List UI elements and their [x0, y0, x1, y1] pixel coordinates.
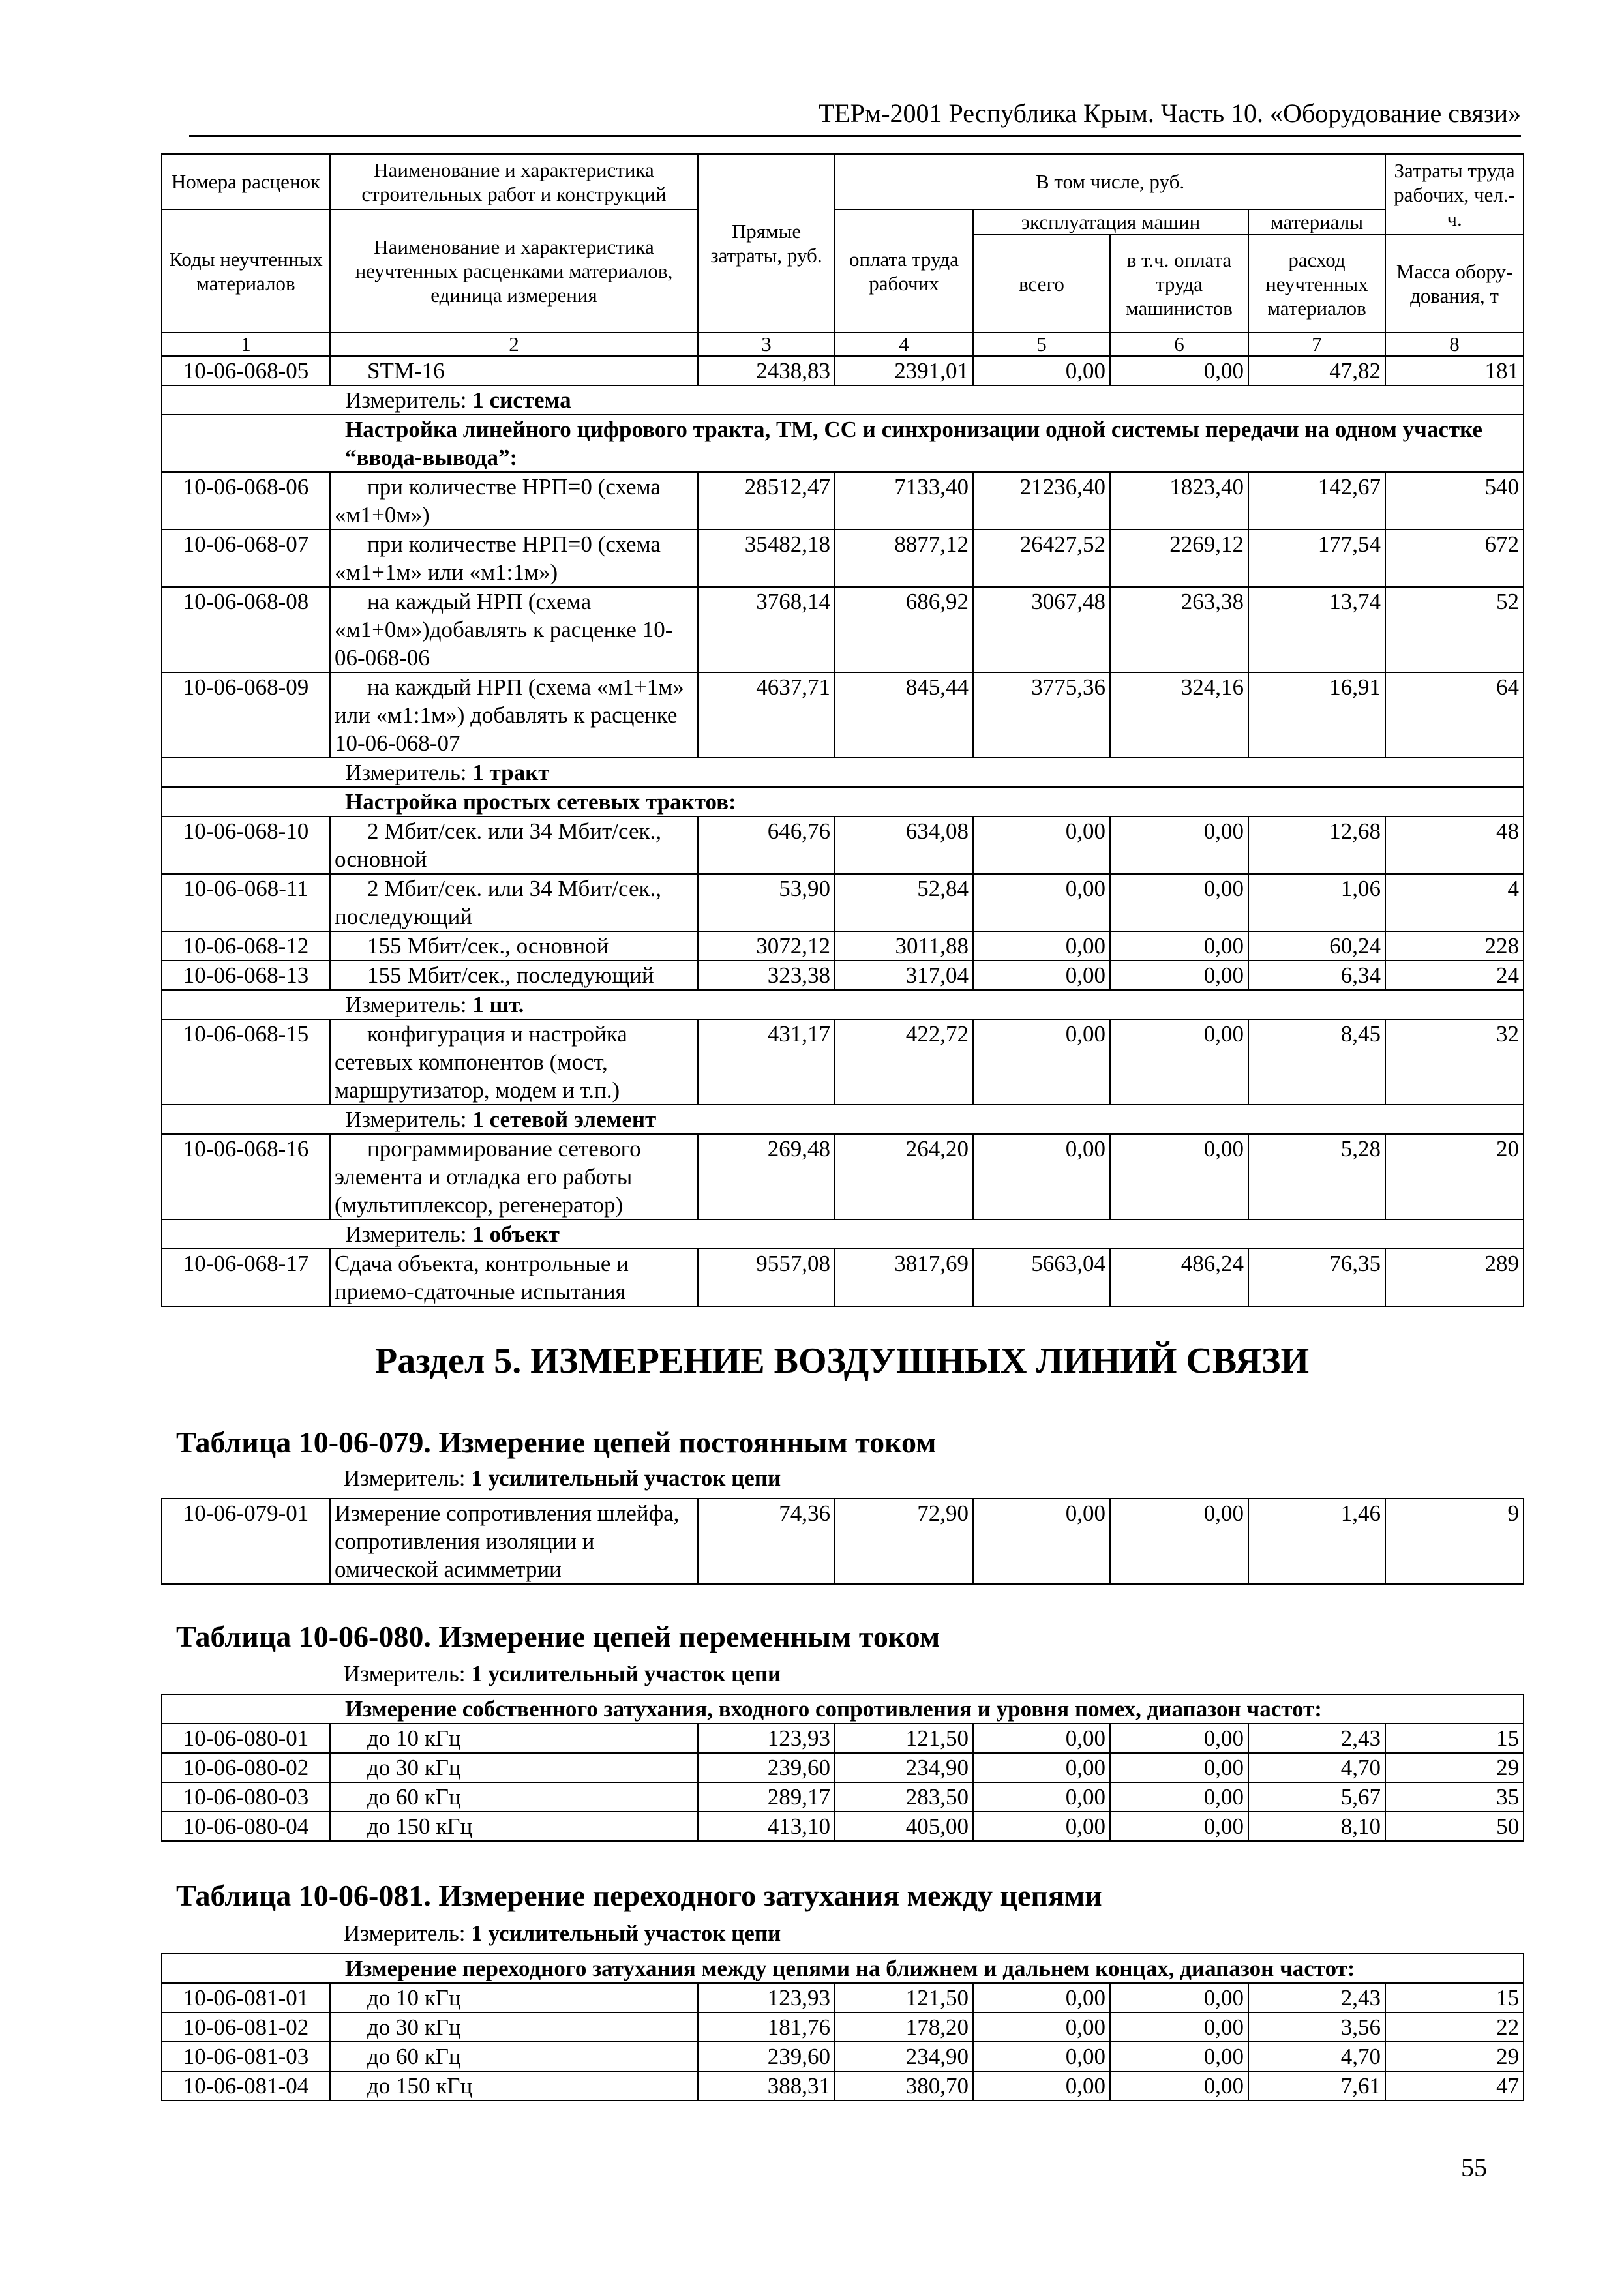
machines-total: 0,00 [973, 1983, 1110, 2012]
table-row [162, 2071, 1524, 2101]
direct-costs: 123,93 [698, 1724, 835, 1753]
wages: 422,72 [835, 1019, 973, 1105]
labor-costs: 52 [1385, 587, 1524, 672]
table-row [162, 816, 1524, 874]
meter-value: 1 сетевой элемент [472, 1107, 657, 1132]
labor-costs: 20 [1385, 1134, 1524, 1219]
materials-consumption: 47,82 [1248, 356, 1385, 385]
table-row [162, 672, 1524, 758]
meter-label: Измеритель: [345, 992, 473, 1017]
direct-costs: 4637,71 [698, 672, 835, 758]
wages: 845,44 [835, 672, 973, 758]
table-row [162, 1983, 1524, 2012]
machines-total: 0,00 [973, 1753, 1110, 1782]
rate-code: 10-06-068-13 [162, 961, 330, 990]
col-index: 2 [330, 333, 698, 356]
meter-label: Измеритель: [345, 1221, 473, 1247]
meter-label: Измеритель: [345, 760, 473, 785]
wages: 234,90 [835, 1753, 973, 1782]
rate-code: 10-06-068-09 [162, 672, 330, 758]
machinist-wages: 0,00 [1110, 1753, 1248, 1782]
materials-consumption: 5,28 [1248, 1134, 1385, 1219]
table-079-block [161, 1498, 1523, 1585]
rate-name: до 10 кГц [330, 1724, 698, 1753]
col-header-wages: оплата труда рабочих [835, 209, 973, 333]
col-index: 1 [162, 333, 330, 356]
table-row [162, 1019, 1524, 1105]
rate-name: 155 Мбит/сек., последующий [330, 961, 698, 990]
rate-code: 10-06-068-05 [162, 356, 330, 385]
meter-label: Измеритель: [345, 387, 473, 413]
rate-code: 10-06-080-03 [162, 1782, 330, 1812]
table-row [162, 587, 1524, 672]
meter-value: 1 тракт [472, 760, 550, 785]
machines-total: 0,00 [973, 1812, 1110, 1841]
rate-name: программирование сетевого элемента и отладка его работы (мультиплексор, регенератор) [330, 1134, 698, 1219]
table-row [162, 1499, 1524, 1584]
machinist-wages: 0,00 [1110, 931, 1248, 961]
machines-total: 0,00 [973, 1782, 1110, 1812]
group-heading: Настройка линейного цифрового тракта, ТМ, СС и синхронизации одной системы передачи на одном участке “ввода-вывода”: [162, 415, 1524, 472]
materials-consumption: 142,67 [1248, 472, 1385, 530]
col-header-rate-numbers: Номера расценок [162, 154, 330, 209]
col-index: 3 [698, 333, 835, 356]
rate-code: 10-06-081-02 [162, 2012, 330, 2042]
table-row [162, 1812, 1524, 1841]
table-row [162, 2042, 1524, 2071]
rate-code: 10-06-068-17 [162, 1249, 330, 1306]
machinist-wages: 0,00 [1110, 816, 1248, 874]
table-079-title: Таблица 10-06-079. Измерение цепей постоянным током [176, 1426, 937, 1459]
table-row [162, 874, 1524, 931]
table-079-body [162, 1499, 1524, 1584]
materials-consumption: 4,70 [1248, 1753, 1385, 1782]
labor-costs: 50 [1385, 1812, 1524, 1841]
table-081 [161, 1953, 1524, 2101]
rate-code: 10-06-081-03 [162, 2042, 330, 2071]
col-index: 6 [1110, 333, 1248, 356]
machines-total: 0,00 [973, 874, 1110, 931]
materials-consumption: 1,06 [1248, 874, 1385, 931]
machinist-wages: 1823,40 [1110, 472, 1248, 530]
rate-name: до 60 кГц [330, 2042, 698, 2071]
machines-total: 3775,36 [973, 672, 1110, 758]
machinist-wages: 324,16 [1110, 672, 1248, 758]
labor-costs: 22 [1385, 2012, 1524, 2042]
direct-costs: 239,60 [698, 2042, 835, 2071]
col-header-material-codes: Коды неучтенных материалов [162, 209, 330, 333]
table-row [162, 1782, 1524, 1812]
col-header-labor: Затраты труда рабочих, чел.-ч. [1385, 154, 1524, 235]
table-080 [161, 1694, 1524, 1842]
rate-code: 10-06-068-08 [162, 587, 330, 672]
meter-value: 1 шт. [472, 992, 524, 1017]
rate-name: до 10 кГц [330, 1983, 698, 2012]
wages: 3011,88 [835, 931, 973, 961]
rate-name: Сдача объекта, контрольные и приемо-сдаточные испытания [330, 1249, 698, 1306]
main-table-block [161, 153, 1523, 1307]
rate-code: 10-06-080-02 [162, 1753, 330, 1782]
labor-costs: 47 [1385, 2071, 1524, 2101]
group-heading: Настройка простых сетевых трактов: [162, 787, 1524, 816]
group-heading-row [162, 787, 1524, 816]
machines-total: 26427,52 [973, 530, 1110, 587]
col-index: 7 [1248, 333, 1385, 356]
direct-costs: 53,90 [698, 874, 835, 931]
machines-total: 21236,40 [973, 472, 1110, 530]
direct-costs: 646,76 [698, 816, 835, 874]
rate-name: STM-16 [330, 356, 698, 385]
table-row [162, 356, 1524, 385]
wages: 121,50 [835, 1983, 973, 2012]
col-header-material-name: Наименование и характеристика неучтенных расценками материалов, единица измерения [330, 209, 698, 333]
meter-row [162, 385, 1524, 415]
machinist-wages: 0,00 [1110, 1724, 1248, 1753]
machines-total: 0,00 [973, 1499, 1110, 1584]
rate-code: 10-06-068-10 [162, 816, 330, 874]
rate-name: 2 Мбит/сек. или 34 Мбит/сек., последующий [330, 874, 698, 931]
labor-costs: 540 [1385, 472, 1524, 530]
col-header-material-consumption: расход неучтенных материалов [1248, 235, 1385, 333]
machines-total: 3067,48 [973, 587, 1110, 672]
main-price-table [161, 153, 1524, 1307]
meter-row [162, 990, 1524, 1019]
rate-code: 10-06-081-01 [162, 1983, 330, 2012]
group-heading-row [162, 415, 1524, 472]
machines-total: 5663,04 [973, 1249, 1110, 1306]
wages: 380,70 [835, 2071, 973, 2101]
main-table-body [162, 356, 1524, 1306]
materials-consumption: 4,70 [1248, 2042, 1385, 2071]
table-080-subtitle: Измерение собственного затухания, входного сопротивления и уровня помех, диапазон частот: [162, 1694, 1524, 1724]
table-080-body [162, 1694, 1524, 1841]
wages: 317,04 [835, 961, 973, 990]
materials-consumption: 13,74 [1248, 587, 1385, 672]
meter-cell [162, 758, 1524, 787]
direct-costs: 3072,12 [698, 931, 835, 961]
table-row [162, 1249, 1524, 1306]
machinist-wages: 0,00 [1110, 1812, 1248, 1841]
machinist-wages: 486,24 [1110, 1249, 1248, 1306]
materials-consumption: 12,68 [1248, 816, 1385, 874]
machines-total: 0,00 [973, 356, 1110, 385]
materials-consumption: 8,10 [1248, 1812, 1385, 1841]
machinist-wages: 0,00 [1110, 2042, 1248, 2071]
table-081-block [161, 1953, 1523, 2101]
machines-total: 0,00 [973, 2042, 1110, 2071]
labor-costs: 29 [1385, 1753, 1524, 1782]
direct-costs: 181,76 [698, 2012, 835, 2042]
rate-name: до 150 кГц [330, 2071, 698, 2101]
direct-costs: 35482,18 [698, 530, 835, 587]
meter-cell [162, 1105, 1524, 1134]
table-079 [161, 1498, 1524, 1585]
direct-costs: 3768,14 [698, 587, 835, 672]
table-row [162, 931, 1524, 961]
labor-costs: 672 [1385, 530, 1524, 587]
wages: 634,08 [835, 816, 973, 874]
table-row [162, 1724, 1524, 1753]
table-row [162, 472, 1524, 530]
machines-total: 0,00 [973, 1724, 1110, 1753]
wages: 2391,01 [835, 356, 973, 385]
table-row [162, 961, 1524, 990]
machinist-wages: 0,00 [1110, 2012, 1248, 2042]
table-row [162, 1753, 1524, 1782]
meter-value: 1 объект [472, 1221, 560, 1247]
wages: 283,50 [835, 1782, 973, 1812]
labor-costs: 35 [1385, 1782, 1524, 1812]
col-header-incl: В том числе, руб. [835, 154, 1385, 209]
table-080-block [161, 1694, 1523, 1842]
page-number: 55 [1461, 2153, 1487, 2182]
machines-total: 0,00 [973, 2012, 1110, 2042]
wages: 405,00 [835, 1812, 973, 1841]
table-081-meter: Измеритель: 1 усилительный участок цепи [344, 1921, 781, 1946]
table-079-meter: Измеритель: 1 усилительный участок цепи [344, 1465, 781, 1491]
labor-costs: 9 [1385, 1499, 1524, 1584]
wages: 72,90 [835, 1499, 973, 1584]
direct-costs: 388,31 [698, 2071, 835, 2101]
col-header-machines: эксплуатация машин [973, 209, 1248, 235]
table-row [162, 2012, 1524, 2042]
labor-costs: 289 [1385, 1249, 1524, 1306]
table-080-meter: Измеритель: 1 усилительный участок цепи [344, 1661, 781, 1686]
rate-code: 10-06-068-11 [162, 874, 330, 931]
direct-costs: 289,17 [698, 1782, 835, 1812]
col-index: 5 [973, 333, 1110, 356]
machines-total: 0,00 [973, 1019, 1110, 1105]
table-080-title: Таблица 10-06-080. Измерение цепей переменным током [176, 1620, 940, 1653]
rate-name: при количестве НРП=0 (схема «м1+1м» или «м1:1м») [330, 530, 698, 587]
labor-costs: 24 [1385, 961, 1524, 990]
direct-costs: 28512,47 [698, 472, 835, 530]
table-081-subtitle: Измерение переходного затухания между цепями на ближнем и дальнем концах, диапазон частот: [162, 1954, 1524, 1983]
meter-cell [162, 990, 1524, 1019]
direct-costs: 413,10 [698, 1812, 835, 1841]
machines-total: 0,00 [973, 931, 1110, 961]
machinist-wages: 2269,12 [1110, 530, 1248, 587]
rate-name: до 30 кГц [330, 2012, 698, 2042]
rate-code: 10-06-068-16 [162, 1134, 330, 1219]
rate-name: Измерение сопротивления шлейфа, сопротивления изоляции и омической асимметрии [330, 1499, 698, 1584]
materials-consumption: 177,54 [1248, 530, 1385, 587]
wages: 52,84 [835, 874, 973, 931]
wages: 234,90 [835, 2042, 973, 2071]
rate-name: конфигурация и настройка сетевых компонентов (мост, маршрутизатор, модем и т.п.) [330, 1019, 698, 1105]
col-index: 8 [1385, 333, 1524, 356]
col-header-direct-costs: Прямые затраты, руб. [698, 154, 835, 333]
table-row [162, 1134, 1524, 1219]
materials-consumption: 60,24 [1248, 931, 1385, 961]
wages: 3817,69 [835, 1249, 973, 1306]
rate-code: 10-06-068-12 [162, 931, 330, 961]
machinist-wages: 0,00 [1110, 1983, 1248, 2012]
materials-consumption: 76,35 [1248, 1249, 1385, 1306]
machinist-wages: 0,00 [1110, 356, 1248, 385]
machines-total: 0,00 [973, 1134, 1110, 1219]
labor-costs: 15 [1385, 1724, 1524, 1753]
page-header: ТЕРм-2001 Республика Крым. Часть 10. «Оборудование связи» [189, 98, 1521, 137]
materials-consumption: 16,91 [1248, 672, 1385, 758]
rate-code: 10-06-080-01 [162, 1724, 330, 1753]
direct-costs: 431,17 [698, 1019, 835, 1105]
direct-costs: 9557,08 [698, 1249, 835, 1306]
machines-total: 0,00 [973, 961, 1110, 990]
machines-total: 0,00 [973, 816, 1110, 874]
direct-costs: 269,48 [698, 1134, 835, 1219]
direct-costs: 2438,83 [698, 356, 835, 385]
col-header-materials: материалы [1248, 209, 1385, 235]
rate-name: 2 Мбит/сек. или 34 Мбит/сек., основной [330, 816, 698, 874]
direct-costs: 239,60 [698, 1753, 835, 1782]
col-index: 4 [835, 333, 973, 356]
col-header-machinist-wages: в т.ч. оплата труда машинистов [1110, 235, 1248, 333]
machinist-wages: 0,00 [1110, 1134, 1248, 1219]
meter-row [162, 1105, 1524, 1134]
labor-costs: 32 [1385, 1019, 1524, 1105]
rate-name: до 30 кГц [330, 1753, 698, 1782]
machinist-wages: 263,38 [1110, 587, 1248, 672]
machinist-wages: 0,00 [1110, 961, 1248, 990]
rate-code: 10-06-068-06 [162, 472, 330, 530]
labor-costs: 48 [1385, 816, 1524, 874]
machinist-wages: 0,00 [1110, 1019, 1248, 1105]
wages: 121,50 [835, 1724, 973, 1753]
materials-consumption: 1,46 [1248, 1499, 1385, 1584]
materials-consumption: 3,56 [1248, 2012, 1385, 2042]
wages: 8877,12 [835, 530, 973, 587]
labor-costs: 64 [1385, 672, 1524, 758]
wages: 264,20 [835, 1134, 973, 1219]
rate-code: 10-06-080-04 [162, 1812, 330, 1841]
materials-consumption: 5,67 [1248, 1782, 1385, 1812]
wages: 7133,40 [835, 472, 973, 530]
meter-cell [162, 1219, 1524, 1249]
labor-costs: 228 [1385, 931, 1524, 961]
machines-total: 0,00 [973, 2071, 1110, 2101]
direct-costs: 74,36 [698, 1499, 835, 1584]
rate-name: 155 Мбит/сек., основной [330, 931, 698, 961]
materials-consumption: 7,61 [1248, 2071, 1385, 2101]
wages: 686,92 [835, 587, 973, 672]
rate-code: 10-06-081-04 [162, 2071, 330, 2101]
table-081-body [162, 1954, 1524, 2101]
col-header-equipment-mass: Масса обору-дования, т [1385, 235, 1524, 333]
direct-costs: 323,38 [698, 961, 835, 990]
labor-costs: 29 [1385, 2042, 1524, 2071]
table-row [162, 530, 1524, 587]
meter-cell [162, 385, 1524, 415]
materials-consumption: 8,45 [1248, 1019, 1385, 1105]
rate-name: до 150 кГц [330, 1812, 698, 1841]
rate-name: при количестве НРП=0 (схема «м1+0м») [330, 472, 698, 530]
col-header-work-name: Наименование и характеристика строительных работ и конструкций [330, 154, 698, 209]
meter-label: Измеритель: [345, 1107, 473, 1132]
materials-consumption: 2,43 [1248, 1983, 1385, 2012]
labor-costs: 15 [1385, 1983, 1524, 2012]
meter-row [162, 758, 1524, 787]
rate-name: до 60 кГц [330, 1782, 698, 1812]
direct-costs: 123,93 [698, 1983, 835, 2012]
rate-code: 10-06-068-15 [162, 1019, 330, 1105]
rate-name: на каждый НРП (схема «м1+0м»)добавлять к расценке 10-06-068-06 [330, 587, 698, 672]
machinist-wages: 0,00 [1110, 1499, 1248, 1584]
meter-value: 1 система [472, 387, 571, 413]
rate-code: 10-06-068-07 [162, 530, 330, 587]
materials-consumption: 2,43 [1248, 1724, 1385, 1753]
wages: 178,20 [835, 2012, 973, 2042]
col-header-machines-total: всего [973, 235, 1110, 333]
materials-consumption: 6,34 [1248, 961, 1385, 990]
machinist-wages: 0,00 [1110, 2071, 1248, 2101]
rate-name: на каждый НРП (схема «м1+1м» или «м1:1м») добавлять к расценке 10-06-068-07 [330, 672, 698, 758]
section-title: Раздел 5. ИЗМЕРЕНИЕ ВОЗДУШНЫХ ЛИНИЙ СВЯЗИ [374, 1341, 1310, 1381]
machinist-wages: 0,00 [1110, 874, 1248, 931]
table-081-title: Таблица 10-06-081. Измерение переходного затухания между цепями [176, 1879, 1102, 1912]
machinist-wages: 0,00 [1110, 1782, 1248, 1812]
meter-row [162, 1219, 1524, 1249]
labor-costs: 181 [1385, 356, 1524, 385]
rate-code: 10-06-079-01 [162, 1499, 330, 1584]
labor-costs: 4 [1385, 874, 1524, 931]
